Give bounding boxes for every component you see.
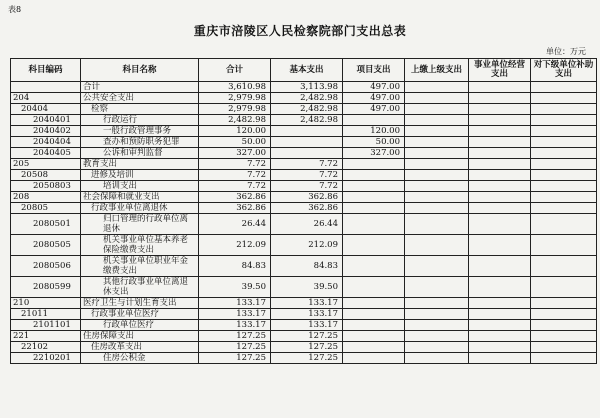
cell-business: [469, 342, 531, 353]
table-row: [11, 104, 597, 115]
table-row: [11, 353, 597, 364]
cell-upper: [405, 256, 469, 277]
cell-business: [469, 148, 531, 159]
cell-project: [343, 170, 405, 181]
cell-code: [11, 82, 81, 93]
cell-basic: 127.25: [271, 342, 343, 353]
cell-total: 127.25: [199, 331, 271, 342]
cell-name: 公共安全支出: [81, 93, 199, 104]
col-header-basic: 基本支出: [271, 59, 343, 82]
cell-subsidy: [531, 104, 597, 115]
cell-total: 212.09: [199, 235, 271, 256]
cell-total: 7.72: [199, 170, 271, 181]
table-row: [11, 342, 597, 353]
cell-code: 2080599: [11, 277, 81, 298]
cell-basic: 127.25: [271, 331, 343, 342]
cell-business: [469, 82, 531, 93]
cell-subsidy: [531, 170, 597, 181]
cell-total: 7.72: [199, 181, 271, 192]
cell-name: 查办和预防职务犯罪: [81, 137, 199, 148]
cell-code: 210: [11, 298, 81, 309]
cell-subsidy: [531, 342, 597, 353]
cell-subsidy: [531, 331, 597, 342]
cell-name: 公诉和审判监督: [81, 148, 199, 159]
table-row: [11, 331, 597, 342]
cell-subsidy: [531, 309, 597, 320]
cell-total: 2,482.98: [199, 115, 271, 126]
expenditure-table: [10, 58, 597, 364]
cell-code: 221: [11, 331, 81, 342]
cell-subsidy: [531, 298, 597, 309]
cell-subsidy: [531, 148, 597, 159]
cell-code: 20508: [11, 170, 81, 181]
page-title: 重庆市涪陵区人民检察院部门支出总表: [193, 24, 407, 38]
cell-name: 合计: [81, 82, 199, 93]
cell-name: 机关事业单位基本养老保险缴费支出: [81, 235, 199, 256]
cell-subsidy: [531, 256, 597, 277]
cell-upper: [405, 277, 469, 298]
cell-subsidy: [531, 320, 597, 331]
cell-name: 进修及培训: [81, 170, 199, 181]
cell-project: [343, 320, 405, 331]
cell-project: [343, 331, 405, 342]
cell-basic: 2,482.98: [271, 115, 343, 126]
cell-upper: [405, 192, 469, 203]
col-header-upper: 上缴上级支出: [405, 59, 469, 82]
cell-total: 26.44: [199, 214, 271, 235]
table-row: [11, 93, 597, 104]
table-row: [11, 256, 597, 277]
cell-business: [469, 159, 531, 170]
cell-total: 327.00: [199, 148, 271, 159]
cell-total: 133.17: [199, 320, 271, 331]
cell-code: 205: [11, 159, 81, 170]
cell-code: 2210201: [11, 353, 81, 364]
cell-business: [469, 298, 531, 309]
cell-upper: [405, 309, 469, 320]
header-row: [11, 59, 597, 82]
cell-upper: [405, 137, 469, 148]
cell-total: 3,610.98: [199, 82, 271, 93]
cell-total: 133.17: [199, 298, 271, 309]
cell-project: [343, 203, 405, 214]
cell-code: 2050803: [11, 181, 81, 192]
cell-name: 行政运行: [81, 115, 199, 126]
cell-business: [469, 115, 531, 126]
cell-subsidy: [531, 159, 597, 170]
cell-project: 120.00: [343, 126, 405, 137]
cell-project: [343, 181, 405, 192]
cell-name: 医疗卫生与计划生育支出: [81, 298, 199, 309]
cell-total: 362.86: [199, 203, 271, 214]
table-row: [11, 309, 597, 320]
cell-code: 2080505: [11, 235, 81, 256]
cell-upper: [405, 214, 469, 235]
cell-project: [343, 235, 405, 256]
cell-basic: [271, 148, 343, 159]
cell-code: 20805: [11, 203, 81, 214]
table-row: [11, 159, 597, 170]
table-row: [11, 137, 597, 148]
cell-name: 其他行政事业单位离退休支出: [81, 277, 199, 298]
cell-project: [343, 277, 405, 298]
cell-subsidy: [531, 82, 597, 93]
cell-code: 208: [11, 192, 81, 203]
cell-subsidy: [531, 93, 597, 104]
cell-project: [343, 309, 405, 320]
cell-upper: [405, 181, 469, 192]
cell-name: 检察: [81, 104, 199, 115]
cell-name: 培训支出: [81, 181, 199, 192]
cell-subsidy: [531, 353, 597, 364]
cell-business: [469, 181, 531, 192]
cell-code: 20404: [11, 104, 81, 115]
cell-name: 行政事业单位离退休: [81, 203, 199, 214]
cell-code: 2101101: [11, 320, 81, 331]
cell-total: 2,979.98: [199, 93, 271, 104]
cell-project: [343, 159, 405, 170]
cell-business: [469, 137, 531, 148]
cell-total: 50.00: [199, 137, 271, 148]
cell-name: 教育支出: [81, 159, 199, 170]
table-row: [11, 214, 597, 235]
cell-name: 住房公积金: [81, 353, 199, 364]
cell-upper: [405, 203, 469, 214]
cell-total: 127.25: [199, 342, 271, 353]
cell-project: [343, 298, 405, 309]
col-header-code: 科目编码: [11, 59, 81, 82]
cell-code: 2040404: [11, 137, 81, 148]
cell-basic: 212.09: [271, 235, 343, 256]
table-row: [11, 170, 597, 181]
cell-upper: [405, 320, 469, 331]
cell-basic: [271, 126, 343, 137]
cell-basic: 3,113.98: [271, 82, 343, 93]
table-row: [11, 82, 597, 93]
cell-business: [469, 277, 531, 298]
cell-name: 行政单位医疗: [81, 320, 199, 331]
col-header-subsidy: 对下级单位补助支出: [531, 59, 597, 82]
cell-code: 2040401: [11, 115, 81, 126]
cell-project: [343, 353, 405, 364]
cell-business: [469, 309, 531, 320]
cell-upper: [405, 93, 469, 104]
cell-code: 2040405: [11, 148, 81, 159]
cell-subsidy: [531, 203, 597, 214]
table-row: [11, 235, 597, 256]
col-header-total: 合计: [199, 59, 271, 82]
cell-project: 497.00: [343, 104, 405, 115]
cell-name: 社会保障和就业支出: [81, 192, 199, 203]
cell-business: [469, 353, 531, 364]
cell-subsidy: [531, 181, 597, 192]
cell-code: 2080501: [11, 214, 81, 235]
cell-upper: [405, 115, 469, 126]
cell-basic: 127.25: [271, 353, 343, 364]
table-row: [11, 148, 597, 159]
cell-basic: 133.17: [271, 298, 343, 309]
table-row: [11, 277, 597, 298]
cell-business: [469, 214, 531, 235]
cell-basic: 2,482.98: [271, 104, 343, 115]
table-body: [11, 82, 597, 364]
col-header-project: 项目支出: [343, 59, 405, 82]
cell-code: 21011: [11, 309, 81, 320]
cell-total: 39.50: [199, 277, 271, 298]
cell-total: 84.83: [199, 256, 271, 277]
cell-project: [343, 115, 405, 126]
cell-upper: [405, 342, 469, 353]
cell-code: 204: [11, 93, 81, 104]
cell-code: 22102: [11, 342, 81, 353]
cell-subsidy: [531, 137, 597, 148]
table-row: [11, 203, 597, 214]
cell-business: [469, 203, 531, 214]
cell-upper: [405, 235, 469, 256]
cell-basic: 7.72: [271, 159, 343, 170]
cell-upper: [405, 104, 469, 115]
cell-total: 120.00: [199, 126, 271, 137]
cell-total: 127.25: [199, 353, 271, 364]
cell-business: [469, 126, 531, 137]
cell-business: [469, 235, 531, 256]
cell-upper: [405, 298, 469, 309]
cell-basic: 39.50: [271, 277, 343, 298]
cell-business: [469, 331, 531, 342]
cell-upper: [405, 331, 469, 342]
cell-total: 362.86: [199, 192, 271, 203]
cell-code: 2080506: [11, 256, 81, 277]
cell-basic: [271, 137, 343, 148]
cell-project: [343, 342, 405, 353]
cell-business: [469, 93, 531, 104]
cell-total: 2,979.98: [199, 104, 271, 115]
cell-basic: 362.86: [271, 203, 343, 214]
cell-project: 497.00: [343, 93, 405, 104]
cell-basic: 2,482.98: [271, 93, 343, 104]
cell-basic: 7.72: [271, 170, 343, 181]
cell-code: 2040402: [11, 126, 81, 137]
cell-project: [343, 192, 405, 203]
unit-label: 单位：万元: [546, 47, 586, 56]
cell-name: 住房保障支出: [81, 331, 199, 342]
table-row: [11, 320, 597, 331]
table-number: 表8: [8, 5, 22, 14]
cell-name: 一般行政管理事务: [81, 126, 199, 137]
cell-upper: [405, 170, 469, 181]
cell-name: 归口管理的行政单位离退休: [81, 214, 199, 235]
cell-project: 497.00: [343, 82, 405, 93]
cell-upper: [405, 148, 469, 159]
cell-business: [469, 320, 531, 331]
cell-upper: [405, 82, 469, 93]
col-header-business: 事业单位经营支出: [469, 59, 531, 82]
table-row: [11, 126, 597, 137]
cell-basic: 26.44: [271, 214, 343, 235]
cell-subsidy: [531, 235, 597, 256]
cell-basic: 84.83: [271, 256, 343, 277]
cell-total: 7.72: [199, 159, 271, 170]
cell-project: 50.00: [343, 137, 405, 148]
cell-business: [469, 192, 531, 203]
table-row: [11, 115, 597, 126]
cell-basic: 133.17: [271, 320, 343, 331]
cell-subsidy: [531, 126, 597, 137]
cell-total: 133.17: [199, 309, 271, 320]
cell-project: [343, 214, 405, 235]
cell-basic: 362.86: [271, 192, 343, 203]
cell-upper: [405, 159, 469, 170]
col-header-name: 科目名称: [81, 59, 199, 82]
cell-subsidy: [531, 214, 597, 235]
cell-basic: 133.17: [271, 309, 343, 320]
table-row: [11, 298, 597, 309]
cell-name: 机关事业单位职业年金缴费支出: [81, 256, 199, 277]
cell-name: 住房改革支出: [81, 342, 199, 353]
cell-project: 327.00: [343, 148, 405, 159]
cell-business: [469, 104, 531, 115]
table-row: [11, 192, 597, 203]
table-row: [11, 181, 597, 192]
cell-subsidy: [531, 277, 597, 298]
cell-name: 行政事业单位医疗: [81, 309, 199, 320]
cell-subsidy: [531, 115, 597, 126]
cell-business: [469, 256, 531, 277]
cell-business: [469, 170, 531, 181]
cell-upper: [405, 126, 469, 137]
cell-upper: [405, 353, 469, 364]
cell-basic: 7.72: [271, 181, 343, 192]
cell-project: [343, 256, 405, 277]
cell-subsidy: [531, 192, 597, 203]
